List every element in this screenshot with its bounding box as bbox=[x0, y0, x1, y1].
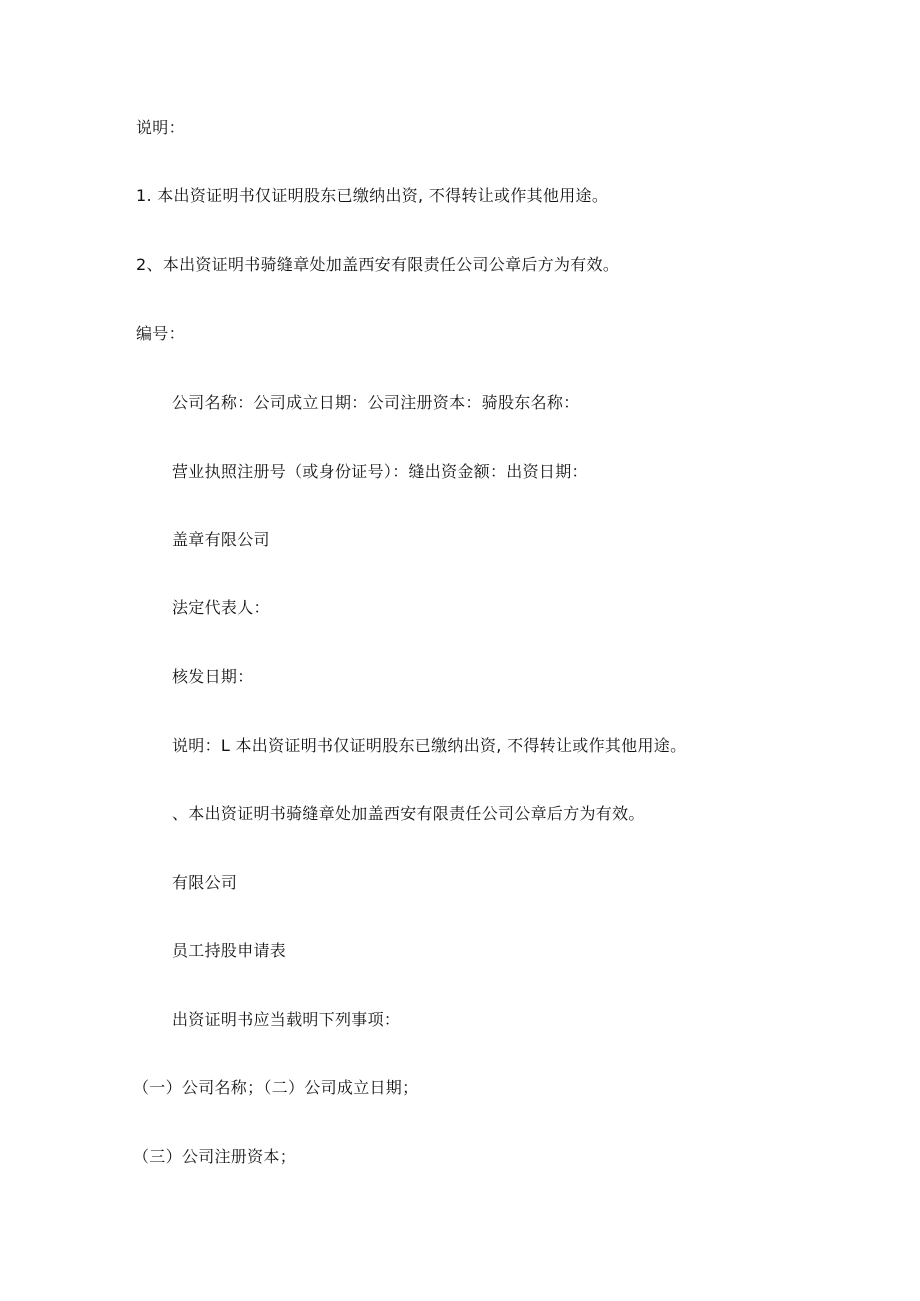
note-repeat-2: 、本出资证明书骑缝章处加盖西安有限责任公司公章后方为有效。 bbox=[172, 804, 645, 823]
item-list-1-2: （一）公司名称；（二）公司成立日期； bbox=[133, 1078, 419, 1097]
form-title: 员工持股申请表 bbox=[172, 941, 287, 960]
items-heading: 出资证明书应当载明下列事项： bbox=[172, 1010, 401, 1029]
company-name-line: 有限公司 bbox=[172, 873, 238, 892]
note-item-2: 2、本出资证明书骑缝章处加盖西安有限责任公司公章后方为有效。 bbox=[136, 255, 620, 274]
note-repeat-1: 说明：L 本出资证明书仅证明股东已缴纳出资, 不得转让或作其他用途。 bbox=[172, 736, 687, 755]
note-heading: 说明： bbox=[136, 118, 185, 137]
note-item-1: 1. 本出资证明书仅证明股东已缴纳出资, 不得转让或作其他用途。 bbox=[136, 186, 609, 205]
legal-representative-label: 法定代表人： bbox=[172, 598, 270, 617]
company-info-fields: 公司名称：公司成立日期：公司注册资本：骑股东名称： bbox=[172, 393, 580, 412]
seal-company-line: 盖章有限公司 bbox=[172, 530, 270, 549]
item-list-3: （三）公司注册资本； bbox=[133, 1147, 297, 1166]
issue-date-label: 核发日期： bbox=[172, 667, 254, 686]
serial-number-label: 编号： bbox=[136, 324, 185, 343]
license-capital-fields: 营业执照注册号（或身份证号）：缝出资金额：出资日期： bbox=[172, 462, 588, 481]
